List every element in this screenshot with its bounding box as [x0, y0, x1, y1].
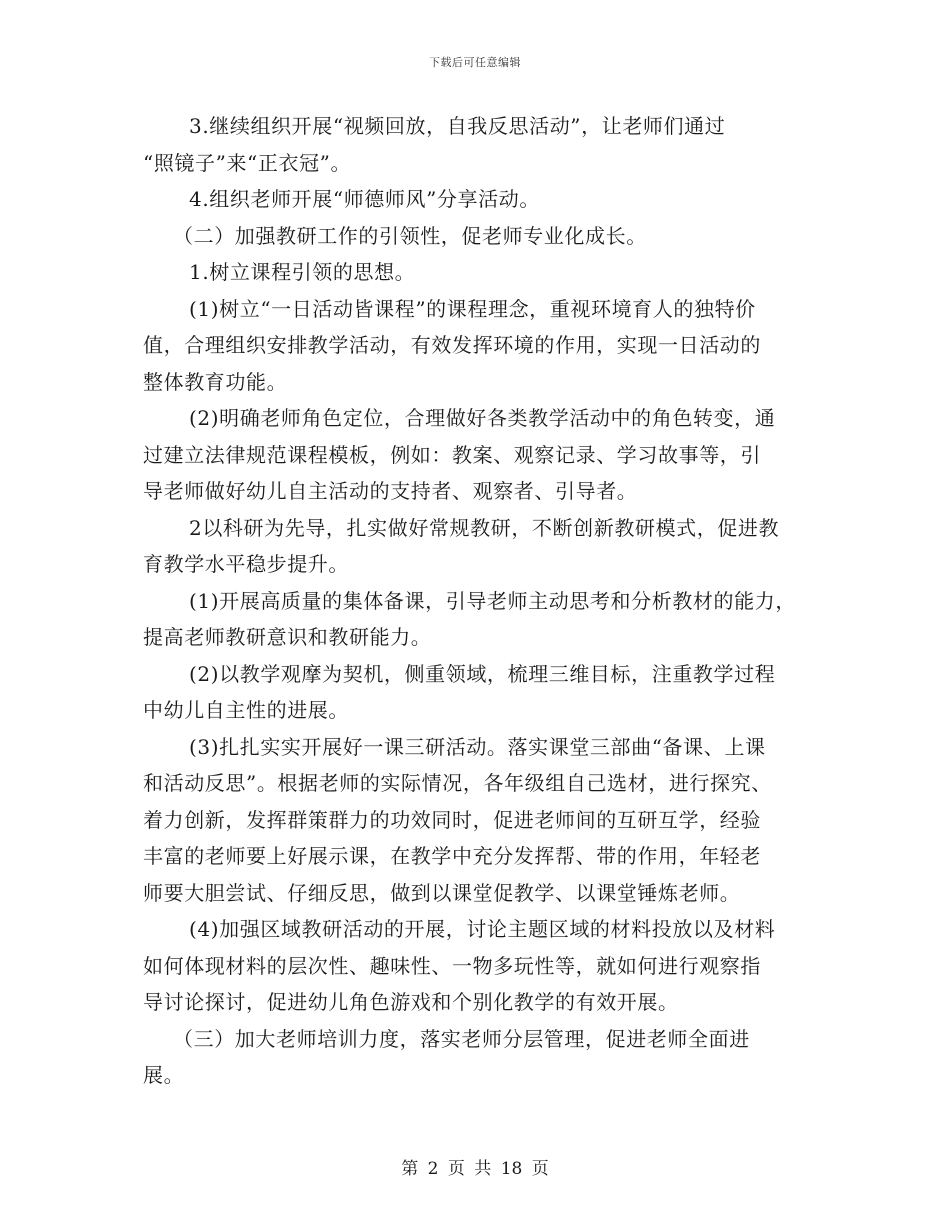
text-line: 育教学水平稳步提升。: [143, 552, 349, 576]
text-line: 提高老师教研意识和教研能力。: [143, 625, 432, 649]
text-line: （三）加大老师培训力度，落实老师分层管理，促进老师全面进: [173, 1026, 750, 1051]
text-line: 着力创新，发挥群策群力的功效同时，促进老师间的互研互学，经验: [143, 807, 761, 832]
text-line: （二）加强教研工作的引领性，促老师专业化成长。: [173, 223, 647, 248]
text-line: 和活动反思”。根据老师的实际情况，各年级组自己选材，进行探究、: [143, 771, 772, 795]
text-line: 整体教育功能。: [143, 369, 288, 394]
page-footer: 第 2 页 共 18 页: [401, 1159, 549, 1179]
text-line: (4)加强区域教研活动的开展，讨论主题区域的材料投放以及材料: [189, 917, 776, 941]
text-line: 值，合理组织安排教学活动，有效发挥环境的作用，实现一日活动的: [143, 333, 761, 357]
text-line: 中幼儿自主性的进展。: [143, 698, 349, 722]
text-line: 如何体现材料的层次性、趣味性、一物多玩性等，就如何进行观察指: [143, 953, 761, 978]
text-line: “照镜子”来“正衣冠”。: [143, 150, 352, 175]
text-line: 导讨论探讨，促进幼儿角色游戏和个别化教学的有效开展。: [143, 990, 679, 1014]
document-body: [143, 108, 815, 1094]
text-line: 展。: [143, 1063, 185, 1087]
text-line: (1)开展高质量的集体备课，引导老师主动思考和分析教材的能力，: [189, 588, 796, 613]
text-line: 4.组织老师开展“师德师风”分享活动。: [189, 187, 540, 211]
text-line: (2)以教学观摩为契机，侧重领域，梳理三维目标，注重教学过程: [189, 661, 776, 686]
text-line: 丰富的老师要上好展示课，在教学中充分发挥帮、带的作用，年轻老: [143, 844, 761, 868]
page-header: 下载后可任意编辑: [429, 56, 521, 69]
text-line: 1.树立课程引领的思想。: [189, 260, 416, 284]
text-line: 导老师做好幼儿自主活动的支持者、观察者、引导者。: [143, 479, 638, 503]
text-line: 3.继续组织开展“视频回放，自我反思活动”，让老师们通过: [189, 114, 726, 138]
text-line: (1)树立“一日活动皆课程”的课程理念，重视环境育人的独特价: [189, 296, 756, 321]
text-line: 师要大胆尝试、仔细反思，做到以课堂促教学、以课堂锤炼老师。: [143, 880, 741, 905]
text-line: 过建立法律规范课程模板，例如：教案、观察记录、学习故事等，引: [143, 442, 761, 467]
text-line: 2以科研为先导，扎实做好常规教研，不断创新教研模式，促进教: [189, 515, 780, 540]
text-line: (2)明确老师角色定位，合理做好各类教学活动中的角色转变，通: [189, 406, 776, 430]
text-line: (3)扎扎实实开展好一课三研活动。落实课堂三部曲“备课、上课: [189, 734, 766, 759]
